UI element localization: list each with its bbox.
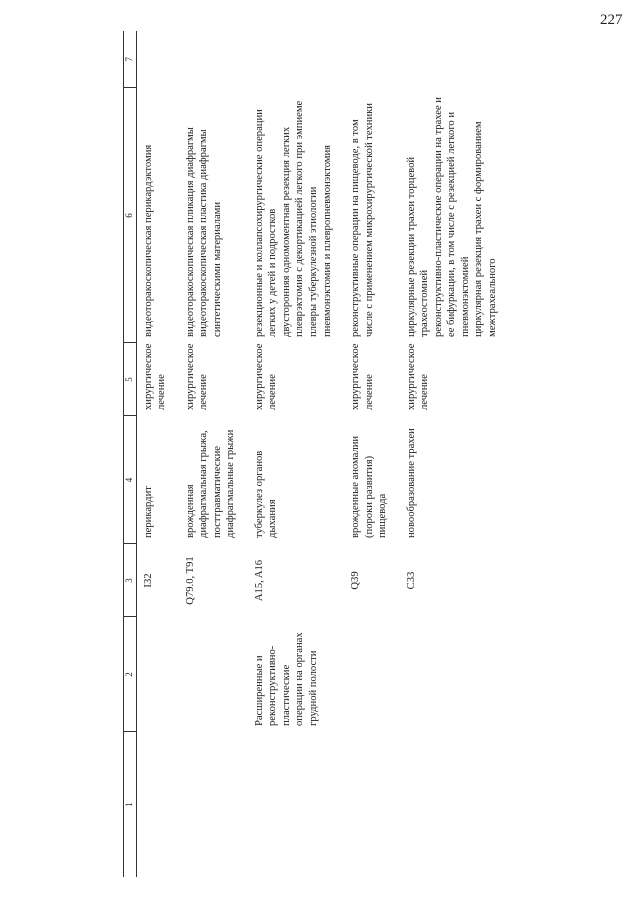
cell-diagnosis: туберкулез органов дыхания <box>253 450 279 538</box>
cell-col7 <box>136 31 179 88</box>
cell-method: циркулярные резекции трахеи торцевой трахеостомией реконструктивно-пластические операции на трахее и ее бифуркации, в том числе с резекцией легкого и пневмонэктомией циркулярная резекция трахеи с формированием межтрахеального <box>405 97 498 337</box>
cell-diagnosis: новообразование трахеи <box>405 428 417 538</box>
cell-section <box>344 617 400 732</box>
cell-col1 <box>344 732 400 877</box>
cell-method: резекционные и коллапсохирургические операции легких у детей и подростков двусторонняя одномоментная резекция легких плеврэктомия с декортикацией легкого при эмпиеме плевры туберкулезной этиологии пневмонэктомия и плевропневмонэктомия <box>253 100 333 337</box>
cell-diagnosis: перикардит <box>142 486 154 538</box>
cell-treatment: хирургическое лечение <box>142 343 168 410</box>
table-row <box>248 31 344 877</box>
column-header: 4 <box>124 416 137 544</box>
table-row <box>136 31 179 877</box>
table-row <box>344 31 400 877</box>
procedures-table <box>123 31 510 877</box>
cell-treatment: хирургическое лечение <box>350 343 375 410</box>
page-number: 227 <box>600 12 623 28</box>
cell-diagnosis: врожденные аномалии (пороки развития) пищевода <box>350 435 389 538</box>
column-header: 2 <box>124 617 137 732</box>
cell-col7 <box>248 31 344 88</box>
column-header: 6 <box>124 88 137 343</box>
cell-treatment: хирургическое лечение <box>184 343 210 410</box>
cell-section: Расширенные и реконструктивно-пластические операции на органах грудной полости <box>253 632 319 726</box>
table-row <box>400 31 510 877</box>
cell-icd-code: C33 <box>405 571 417 590</box>
cell-col7 <box>400 31 510 88</box>
column-header: 3 <box>124 544 137 617</box>
cell-section <box>136 617 179 732</box>
cell-section <box>400 617 510 732</box>
rotated-table-container <box>123 31 631 877</box>
cell-col1 <box>136 732 179 877</box>
cell-method: видеоторакоскопическая перикардэктомия <box>142 144 154 337</box>
cell-icd-code: Q79.0, T91 <box>184 556 196 605</box>
column-header: 7 <box>124 31 137 88</box>
table-header-row <box>124 31 137 877</box>
table-row <box>179 31 248 877</box>
cell-treatment: хирургическое лечение <box>405 343 431 410</box>
cell-method: реконструктивные операции на пищеводе, в том числе с применением микрохирургической техники <box>350 103 375 337</box>
cell-section <box>179 617 248 732</box>
cell-diagnosis: врожденная диафрагмальная грыжа, посттравматические диафрагмальные грыжи <box>184 429 237 538</box>
cell-col1 <box>179 732 248 877</box>
cell-method: видеоторакоскопическая пликация диафрагмы видеоторакоскопическая пластика диафрагмы синтетическими материалами <box>184 127 223 337</box>
column-header: 5 <box>124 343 137 416</box>
cell-icd-code: I32 <box>142 573 154 588</box>
column-header: 1 <box>124 732 137 877</box>
cell-treatment: хирургическое лечение <box>253 343 279 410</box>
cell-col7 <box>179 31 248 88</box>
cell-col1 <box>248 732 344 877</box>
cell-col1 <box>400 732 510 877</box>
cell-col7 <box>344 31 400 88</box>
cell-icd-code: A15, A16 <box>253 559 265 602</box>
cell-icd-code: Q39 <box>350 571 362 590</box>
